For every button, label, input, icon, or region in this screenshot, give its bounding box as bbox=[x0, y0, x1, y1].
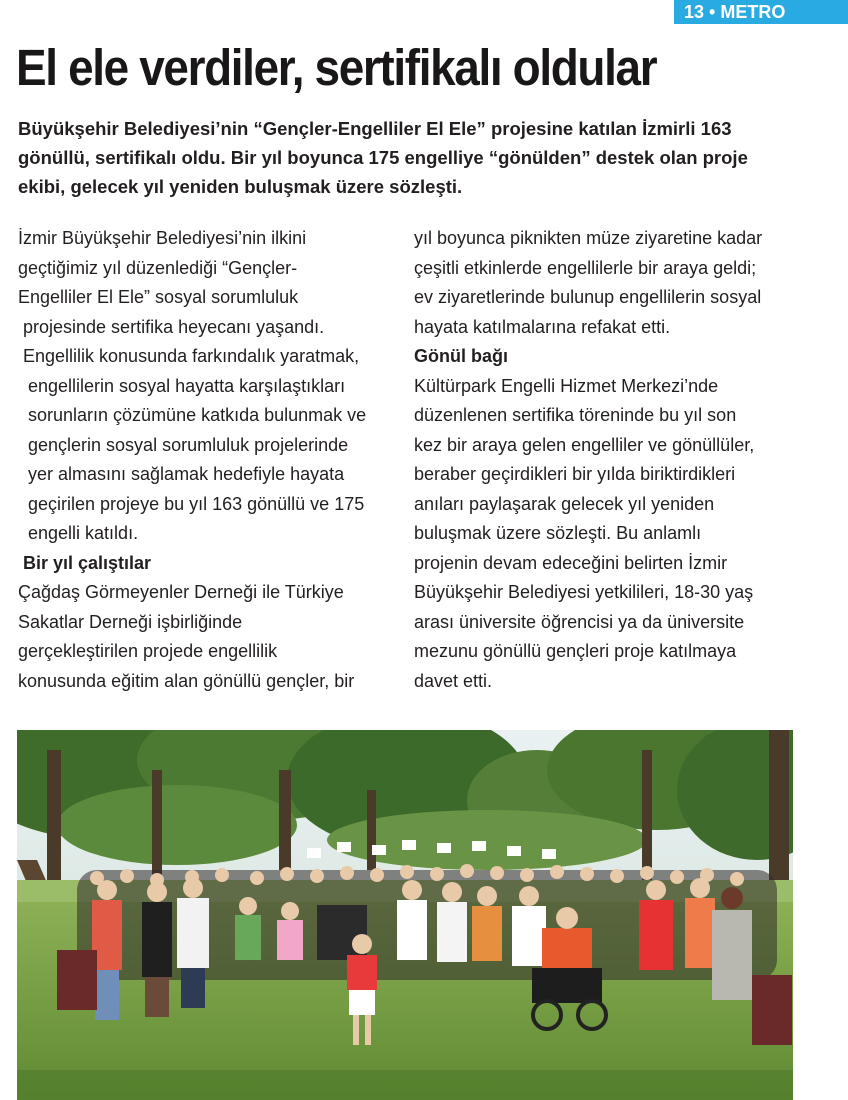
lead-line: ekibi, gelecek yıl yeniden buluşmak üzere sözleşti. bbox=[18, 176, 463, 197]
body-line: gerçekleştirilen projede engellilik bbox=[18, 641, 278, 661]
body-line: sorunların çözümüne katkıda bulunmak ve bbox=[18, 405, 367, 425]
headline: El ele verdiler, sertifikalı oldular bbox=[16, 39, 657, 96]
group-photo-illustration bbox=[17, 730, 793, 1100]
body-paragraph bbox=[18, 578, 403, 696]
body-line: ev ziyaretlerinde bulunup engellilerin sosyal bbox=[414, 287, 762, 307]
body-paragraph bbox=[414, 224, 804, 342]
body-line: Büyükşehir Belediyesi yetkilileri, 18-30 yaş bbox=[414, 582, 754, 602]
body-line: projenin devam edeceğini belirten İzmir bbox=[414, 552, 728, 573]
body-line: kez bir araya gelen engelliler ve gönüllüler, bbox=[414, 434, 755, 455]
group-photo bbox=[17, 730, 793, 1100]
body-paragraph bbox=[18, 224, 403, 549]
body-line: mezunu gönüllü gençleri proje katılmaya bbox=[414, 641, 737, 661]
subheading: Gönül bağı bbox=[414, 346, 508, 366]
section-badge: 13 • METRO bbox=[674, 0, 848, 24]
body-column-right bbox=[414, 224, 804, 696]
body-line: konusunda eğitim alan gönüllü gençler, bir bbox=[18, 670, 355, 691]
body-line: geçtiğimiz yıl düzenlediği “Gençler- bbox=[18, 257, 298, 278]
body-line: davet etti. bbox=[414, 670, 493, 691]
body-line: yıl boyunca piknikten müze ziyaretine kadar bbox=[414, 228, 763, 248]
body-line: yer almasını sağlamak hedefiyle hayata bbox=[18, 464, 345, 484]
body-line: Engelliler El Ele” sosyal sorumluluk bbox=[18, 287, 299, 307]
body-line: Engellilik konusunda farkındalık yaratmak, bbox=[18, 346, 360, 366]
body-line: engelli katıldı. bbox=[18, 523, 139, 543]
lead-line: gönüllü, sertifikalı oldu. Bir yıl boyunca 175 engelliye “gönülden” destek olan proje bbox=[18, 147, 748, 168]
body-line: çeşitli etkinlerde engellilerle bir araya geldi; bbox=[414, 257, 757, 278]
body-line: Kültürpark Engelli Hizmet Merkezi’nde bbox=[414, 375, 719, 396]
body-column-left bbox=[18, 224, 403, 696]
body-line: anıları paylaşarak gelecek yıl yeniden bbox=[414, 493, 715, 514]
body-line: Sakatlar Derneği işbirliğinde bbox=[18, 611, 243, 632]
body-line: beraber geçirdikleri bir yılda biriktirdikleri bbox=[414, 464, 736, 484]
body-line: gençlerin sosyal sorumluluk projelerinde bbox=[18, 434, 349, 455]
body-line: engellilerin sosyal hayatta karşılaştıkları bbox=[18, 375, 346, 396]
body-line: geçirilen projeye bu yıl 163 gönüllü ve 175 bbox=[18, 493, 365, 514]
body-line: hayata katılmalarına refakat etti. bbox=[414, 316, 671, 337]
body-line: İzmir Büyükşehir Belediyesi’nin ilkini bbox=[18, 228, 307, 248]
body-line: arası üniversite öğrencisi ya da üniversite bbox=[414, 611, 745, 632]
body-line: projesinde sertifika heyecanı yaşandı. bbox=[18, 316, 325, 337]
body-paragraph bbox=[414, 372, 804, 697]
foreground-grass bbox=[17, 1070, 793, 1100]
body-line: Çağdaş Görmeyenler Derneği ile Türkiye bbox=[18, 582, 344, 602]
lead-line: Büyükşehir Belediyesi’nin “Gençler-Engelliler El Ele” projesine katılan İzmirli 163 bbox=[18, 118, 732, 139]
lead-paragraph bbox=[18, 114, 793, 201]
subheading: Bir yıl çalıştılar bbox=[18, 552, 152, 573]
body-line: buluşmak üzere sözleşti. Bu anlamlı bbox=[414, 523, 702, 543]
body-line: düzenlenen sertifika töreninde bu yıl son bbox=[414, 405, 737, 425]
